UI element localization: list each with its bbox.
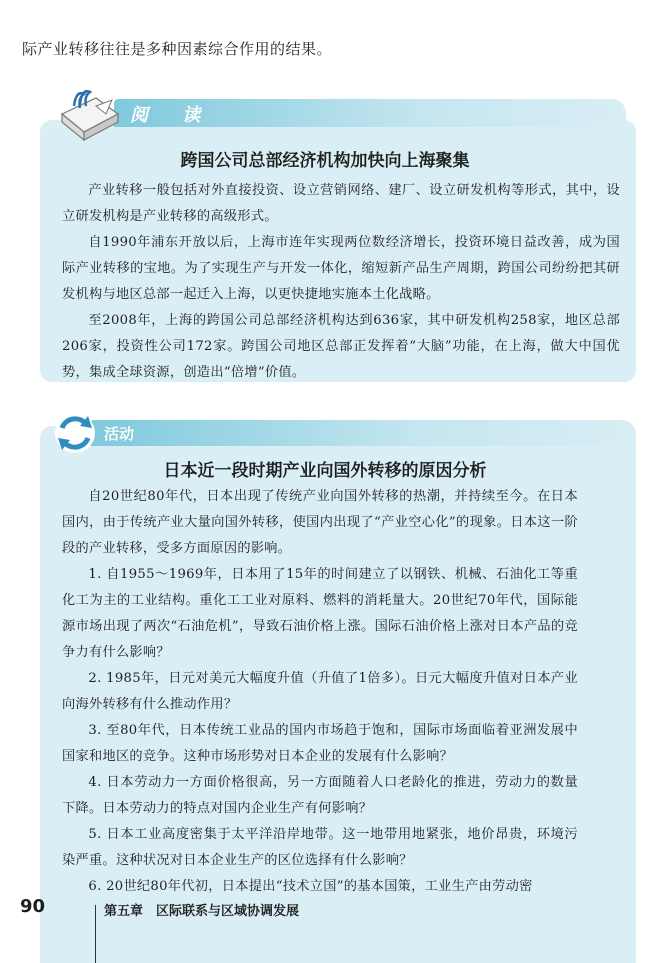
continued-paragraph: 际产业转移往往是多种因素综合作用的结果。: [22, 40, 333, 58]
activity-label: 活动: [104, 425, 135, 443]
book-icon: [56, 84, 122, 144]
reading-header: [114, 99, 626, 127]
activity-question: 1. 自1955～1969年，日本用了15年的时间建立了以钢铁、机械、石油化工等重化工为主的工业结构。重化工工业对原料、燃料的消耗量大。20世纪70年代，国际能源市场出现了两次“石油危机”，导致石油价格上涨。国际石油价格上涨对日本产品的竞争力有什么影响？: [62, 567, 578, 660]
chapter-title: 第五章 区际联系与区域协调发展: [104, 904, 300, 919]
reading-paragraph: 至2008年，上海的跨国公司总部经济机构达到636家，其中研发机构258家，地区总部206家，投资性公司172家。跨国公司地区总部正发挥着“大脑”功能，在上海，做大中国优势，集成全球资源，创造出“倍增”价值。: [62, 313, 620, 380]
reading-paragraph: 自1990年浦东开放以后，上海市连年实现两位数经济增长，投资环境日益改善，成为国际产业转移的宝地。为了实现生产与开发一体化，缩短新产品生产周期，跨国公司纷纷把其研发机构与地区总部一起迁入上海，以更快捷地实施本土化战略。: [62, 235, 620, 302]
activity-question: 4. 日本劳动力一方面价格很高，另一方面随着人口老龄化的推进，劳动力的数量下降。日本劳动力的特点对国内企业生产有何影响？: [62, 775, 578, 816]
reading-title: 跨国公司总部经济机构加快向上海聚集: [180, 151, 470, 171]
activity-question: 5. 日本工业高度密集于太平洋沿岸地带。这一地带用地紧张，地价昂贵，环境污染严重。这种状况对日本企业生产的区位选择有什么影响？: [62, 827, 578, 868]
reading-label: 阅 读: [130, 105, 215, 126]
activity-question: 2. 1985年，日元对美元大幅度升值（升值了1倍多）。日元大幅度升值对日本产业向海外转移有什么推动作用？: [62, 671, 578, 712]
activity-question: 3. 至80年代，日本传统工业品的国内市场趋于饱和，国际市场面临着亚洲发展中国家和地区的竞争。这种市场形势对日本企业的发展有什么影响？: [62, 723, 578, 764]
activity-question: 6. 20世纪80年代初，日本提出“技术立国”的基本国策，工业生产由劳动密: [88, 879, 533, 894]
footer-divider: [95, 905, 96, 963]
activity-title: 日本近一段时期产业向国外转移的原因分析: [163, 461, 487, 481]
reading-paragraph: 产业转移一般包括对外直接投资、设立营销网络、建厂、设立研发机构等形式，其中，设立研发机构是产业转移的高级形式。: [62, 183, 620, 224]
activity-header: [90, 420, 636, 446]
activity-intro: 自20世纪80年代，日本出现了传统产业向国外转移的热潮，并持续至今。在日本国内，由于传统产业大量向国外转移，使国内出现了“产业空心化”的现象。日本这一阶段的产业转移，受多方面原因的影响。: [62, 489, 578, 556]
page-number: 90: [20, 896, 46, 917]
cycle-arrows-icon: [52, 410, 98, 456]
